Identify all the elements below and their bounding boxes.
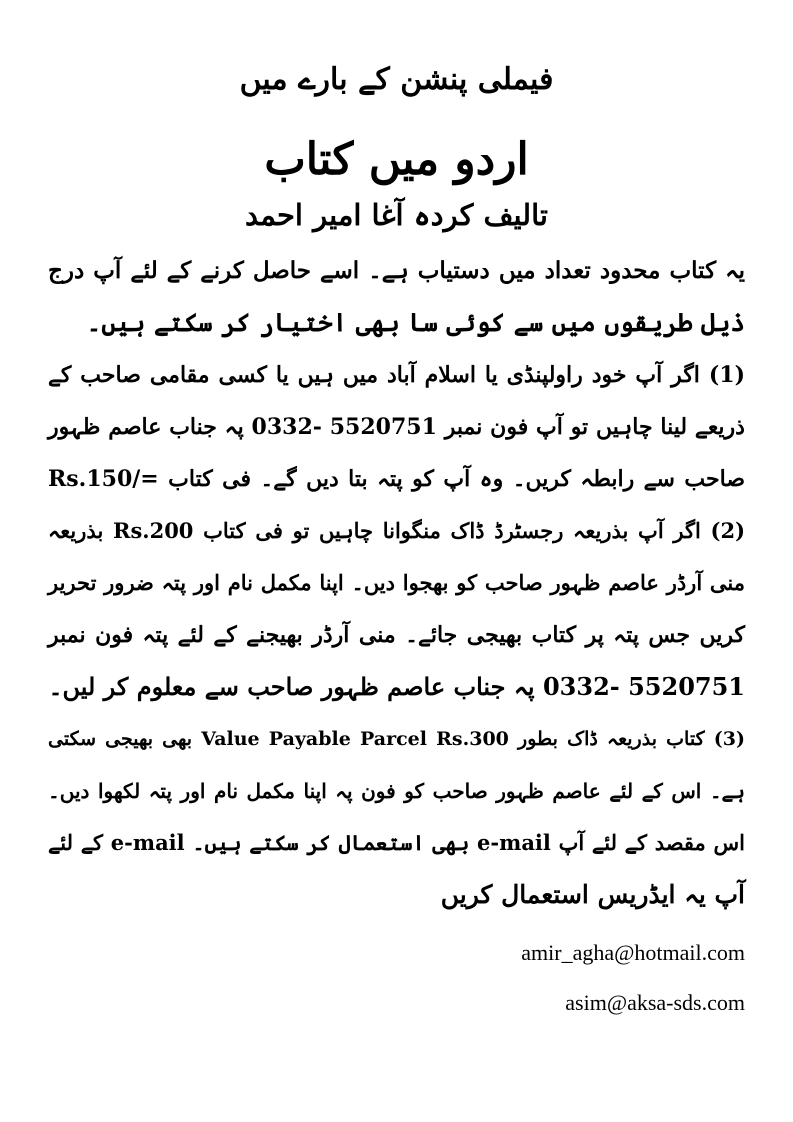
body-line: (2) اگر آپ بذریعہ رجسٹرڈ ڈاک منگوانا چاہیں تو فی کتاب Rs.200 بذریعہ xyxy=(48,518,745,543)
body-line: منی آرڈر عاصم ظہور صاحب کو بھجوا دیں۔ اپنا مکمل نام اور پتہ ضرور تحریر xyxy=(48,570,745,595)
body-line: یہ کتاب محدود تعداد میں دستیاب ہے۔ اسے حاصل کرنے کے لئے آپ درج xyxy=(48,257,745,284)
heading-author: تالیف کردہ آغا امیر احمد xyxy=(245,198,548,232)
body-line: ہے۔ اس کے لئے عاصم ظہور صاحب کو فون پہ اپنا مکمل نام اور پتہ لکھوا دیں۔ xyxy=(48,779,745,803)
body-line: اس مقصد کے لئے آپ e-mail بھی استعمال کر سکتے ہیں۔ e-mail کے لئے xyxy=(48,830,745,855)
body-line: 5520751 -0332 پہ جناب عاصم ظہور صاحب سے معلوم کر لیں۔ xyxy=(48,672,745,701)
email-address-primary: amir_agha@hotmail.com xyxy=(521,940,745,965)
body-line: صاحب سے رابطہ کریں۔ وہ آپ کو پتہ بتا دیں گے۔ فی کتاب =/Rs.150 xyxy=(48,466,745,492)
heading-subject: فیملی پنشن کے بارے میں xyxy=(239,62,554,97)
email-address-secondary: asim@aksa-sds.com xyxy=(565,990,745,1015)
body-line: ذریعے لینا چاہیں تو آپ فون نمبر 5520751 -0332 پہ جناب عاصم ظہور xyxy=(48,414,745,440)
body-line: (3) کتاب بذریعہ ڈاک بطور Value Payable Parcel Rs.300 بھی بھیجی سکتی xyxy=(48,728,745,750)
body-line: (1) اگر آپ خود راولپنڈی یا اسلام آباد میں ہیں یا کسی مقامی صاحب کے xyxy=(48,362,745,388)
heading-title: اردو میں کتاب xyxy=(264,134,529,185)
body-line: ذیل طریقوں میں سے کوئی سا بھی اختیار کر سکتے ہیں۔ xyxy=(86,308,745,337)
body-line: آپ یہ ایڈریس استعمال کریں xyxy=(440,880,745,909)
body-line: کریں جس پتہ پر کتاب بھیجی جائے۔ منی آرڈر بھیجنے کے لئے پتہ فون نمبر xyxy=(48,622,745,648)
